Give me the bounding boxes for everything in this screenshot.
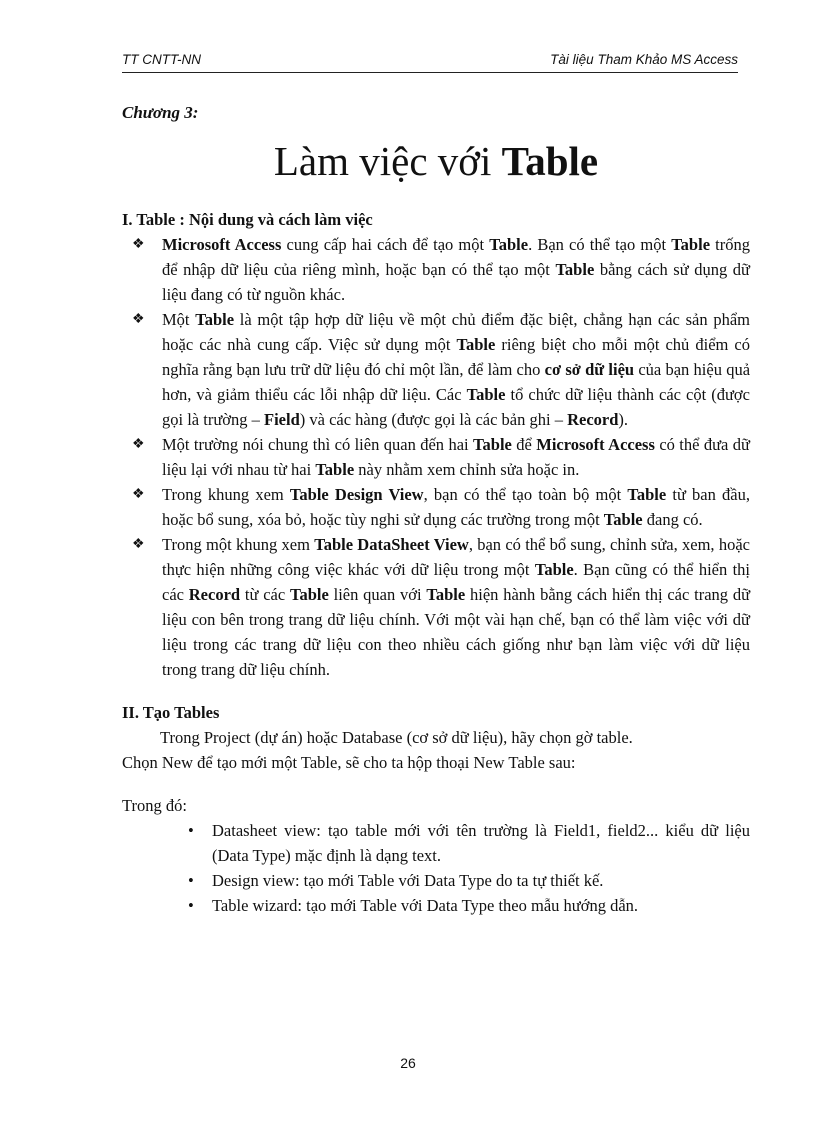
list-item — [188, 818, 750, 868]
bold-text: Table — [627, 485, 667, 504]
text: đang có. — [642, 510, 703, 529]
text: tổ chức dữ liệu thành các cột (được gọi là trường – — [162, 385, 750, 429]
section2-heading: II. Tạo Tables — [122, 703, 220, 722]
bullet-dot-icon: • — [188, 871, 194, 890]
list-item — [188, 893, 750, 918]
bullet-dot-icon: • — [188, 821, 194, 840]
bullet-dot-icon: • — [188, 896, 194, 915]
section2-intro-line2: Chọn New để tạo mới một Table, sẽ cho ta hộp thoại New Table sau: — [122, 753, 576, 772]
text: có thể đưa dữ liệu lại với nhau từ hai — [162, 435, 750, 479]
text: từ ban đầu, hoặc bổ sung, xóa bỏ, hoặc tùy nghi sử dụng các trường trong một — [162, 485, 750, 529]
text: ) và các hàng (được gọi là các bản ghi – — [299, 410, 568, 429]
list-item — [132, 532, 751, 682]
text: Trong khung xem — [162, 485, 290, 504]
section2-intro-line1: Trong Project (dự án) hoặc Database (cơ sở dữ liệu), hãy chọn gờ table. — [160, 728, 633, 747]
text: . Bạn có thể tạo một — [528, 235, 672, 254]
title-plain: Làm việc với — [273, 138, 502, 184]
text: riêng biệt cho mỗi một chủ điểm có nghĩa rằng bạn lưu trữ dữ liệu đó chỉ một lần, để làm cho — [162, 335, 750, 379]
page-header — [122, 50, 738, 73]
text: bằng cách sử dụng dữ liệu đang có từ nguồn khác. — [162, 260, 750, 304]
bold-text: Record — [567, 410, 619, 429]
text: Trong một khung xem — [162, 535, 315, 554]
where-label: Trong đó: — [122, 796, 187, 815]
list-item — [132, 432, 750, 482]
bold-text: Table — [426, 585, 466, 604]
section2-list — [122, 818, 750, 918]
header-right: Tài liệu Tham Khảo MS Access — [550, 52, 738, 67]
diamond-bullet-icon: ❖ — [132, 537, 145, 552]
text: là một tập hợp dữ liệu về một chủ điểm đặc biệt, chẳng hạn các sản phẩm hoặc các nhà cung cấp. Việc sử dụng một — [162, 310, 750, 354]
list-item — [132, 232, 750, 307]
section1-list — [122, 232, 750, 682]
section1-heading: I. Table : Nội dung và cách làm việc — [122, 210, 373, 229]
list-item — [132, 307, 751, 432]
list-item-text: Design view: tạo mới Table với Data Type do ta tự thiết kế. — [212, 871, 604, 890]
text: Một — [162, 310, 196, 329]
page-number: 26 — [400, 1055, 416, 1071]
text: để — [511, 435, 537, 454]
bold-text: Table — [555, 260, 595, 279]
title-bold: Table — [501, 138, 599, 184]
diamond-bullet-icon: ❖ — [132, 487, 145, 502]
text: , bạn có thể tạo toàn bộ một — [423, 485, 628, 504]
text: cung cấp hai cách để tạo một — [281, 235, 490, 254]
text: . Bạn cũng có thể hiển thị các — [162, 560, 750, 604]
text: , bạn có thể bổ sung, chỉnh sửa, xem, hoặc thực hiện những công việc khác với dữ liệu trong một — [162, 535, 750, 579]
diamond-bullet-icon: ❖ — [132, 237, 145, 252]
bold-text: Table — [456, 335, 496, 354]
bold-text: cơ sở dữ liệu — [544, 360, 635, 379]
chapter-label: Chương 3: — [122, 103, 199, 122]
bold-text: Table — [534, 560, 574, 579]
bold-text: Table — [195, 310, 235, 329]
page-content — [122, 100, 750, 918]
bold-text: Microsoft Access — [536, 435, 655, 454]
bold-text: Table DataSheet View — [314, 535, 469, 554]
bold-text: Table — [315, 460, 355, 479]
text: từ các — [240, 585, 290, 604]
bold-text: Table — [466, 385, 506, 404]
bold-text: Table — [671, 235, 711, 254]
bold-text: Table — [473, 435, 512, 454]
list-item — [132, 482, 750, 532]
bold-text: Table — [289, 585, 329, 604]
bold-text: Field — [264, 410, 300, 429]
bold-text: Table Design View — [289, 485, 424, 504]
bold-text: Table — [489, 235, 529, 254]
text: ). — [618, 410, 629, 429]
text: hiện hành bằng cách hiển thị các trang dữ liệu con bên trong trang dữ liệu chính. Với một vài hạn chế, bạn có thể làm việc với dữ liệu trong các trang dữ liệu con theo nhiều cách giống như bạn làm việc với dữ liệu trong trang dữ liệu chính. — [162, 585, 751, 679]
text: trống để nhập dữ liệu của riêng mình, hoặc bạn có thể tạo một — [162, 235, 750, 279]
bold-text: Record — [188, 585, 241, 604]
text: của bạn hiệu quả hơn, và giảm thiểu các lỗi nhập dữ liệu. Các — [162, 360, 751, 404]
diamond-bullet-icon: ❖ — [132, 437, 145, 452]
list-item-text: Datasheet view: tạo table mới với tên trường là Field1, field2... kiểu dữ liệu (Data Type) mặc định là dạng text. — [212, 821, 750, 865]
page-title — [122, 135, 750, 187]
text: liên quan với — [328, 585, 427, 604]
text: này nhằm xem chỉnh sửa hoặc in. — [354, 460, 580, 479]
header-left: TT CNTT-NN — [122, 52, 201, 67]
text: Một trường nói chung thì có liên quan đến hai — [162, 435, 474, 454]
diamond-bullet-icon: ❖ — [132, 312, 145, 327]
bold-text: Table — [603, 510, 643, 529]
list-item-text: Table wizard: tạo mới Table với Data Type theo mẫu hướng dẫn. — [212, 896, 639, 915]
list-item — [188, 868, 750, 893]
bold-text: Microsoft Access — [162, 235, 282, 254]
